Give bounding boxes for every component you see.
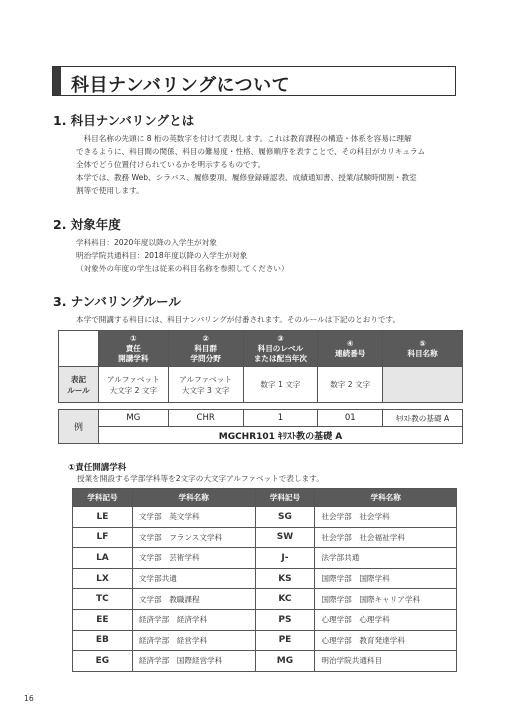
dept-name: 法学部共通 — [315, 548, 457, 569]
section1-line: 本学では、教務 Web、シラバス、履修要項、履修登録確認表、成績通知書、授業/試験時間割・教室 — [76, 173, 417, 182]
table-row — [73, 630, 457, 651]
dept-name: 文学部 英文学科 — [132, 507, 255, 528]
section3-intro: 本学で開講する科目には、科目ナンバリングが付番されます。そのルールは下記のとおりです。 — [76, 315, 401, 324]
section1-line: 割等で使用します。 — [76, 186, 144, 195]
header-line: 責任 — [125, 343, 141, 353]
table-row — [73, 507, 457, 528]
dept-code: SG — [255, 507, 315, 528]
header-number: ④ — [347, 338, 354, 348]
dept-name: 心理学部 教育発達学科 — [315, 630, 457, 651]
rule-header-5 — [383, 331, 463, 367]
section1-line: 科目名称の先頭に 8 桁の英数字を付けて表現します。これは教育課程の構造・体系を容易に理解 — [76, 134, 412, 143]
dept-heading: ①責任開講学科 — [68, 463, 127, 473]
section3-heading: 3. ナンバリングルール — [53, 294, 181, 309]
dept-code: PS — [255, 609, 315, 630]
table-row — [73, 568, 457, 589]
table-row — [73, 609, 457, 630]
section2-heading: 2. 対象年度 — [53, 217, 121, 232]
header-number: ⑤ — [419, 338, 426, 348]
example-label: 例 — [59, 410, 99, 444]
dept-code: EE — [73, 609, 133, 630]
header-line: 連続番号 — [335, 348, 366, 358]
rule-cell-4: 数字 2 文字 — [318, 367, 383, 403]
example-table — [58, 409, 463, 444]
header-line: 科目群 — [194, 343, 217, 353]
dept-code: LF — [73, 527, 133, 548]
header-line: 開講学科 — [118, 353, 149, 363]
dept-name: 社会学部 社会学科 — [315, 507, 457, 528]
header-line: 科目名称 — [407, 348, 438, 358]
example-part-1: MG — [98, 410, 168, 427]
dept-name: 文学部 芸術学科 — [132, 548, 255, 569]
example-combined: MGCHR101 ｷﾘｽﾄ教の基礎 A — [98, 427, 462, 444]
table-row — [73, 589, 457, 610]
row-label-line: 表記 — [70, 374, 87, 384]
dept-code: LE — [73, 507, 133, 528]
dept-name: 国際学部 国際キャリア学科 — [315, 589, 457, 610]
rule-header-2 — [168, 331, 243, 367]
header-line: 学問分野 — [190, 353, 221, 363]
dept-code: LX — [73, 568, 133, 589]
dept-name: 文学部 フランス文学科 — [132, 527, 255, 548]
dept-code: EG — [73, 651, 133, 672]
dept-name: 明治学院共通科目 — [315, 651, 457, 672]
dept-name: 文学部 教職課程 — [132, 589, 255, 610]
page-number: 16 — [24, 694, 34, 703]
department-code-table — [72, 488, 457, 672]
section2-line: （対象外の年度の学生は従来の科目名称を参照してください） — [76, 264, 289, 273]
section2-line: 学科科目：2020年度以降の入学生が対象 — [76, 238, 217, 247]
dept-code: TC — [73, 589, 133, 610]
page-title: 科目ナンバリングについて — [71, 75, 291, 96]
header-number: ③ — [277, 333, 284, 343]
cell-line: アルファベット — [179, 374, 232, 384]
rule-corner-cell — [59, 331, 99, 367]
dept-name: 社会学部 社会福祉学科 — [315, 527, 457, 548]
dept-header-code: 学科記号 — [73, 489, 133, 507]
rule-header-3 — [243, 331, 318, 367]
dept-code: MG — [255, 651, 315, 672]
dept-name: 心理学部 心理学科 — [315, 609, 457, 630]
example-parts-row — [59, 410, 463, 427]
cell-line: アルファベット — [106, 374, 160, 384]
table-row — [73, 527, 457, 548]
page-title-box — [52, 66, 456, 96]
example-part-3: 1 — [243, 410, 318, 427]
header-line: または配当年次 — [253, 353, 307, 363]
header-number: ② — [202, 333, 209, 343]
dept-code: LA — [73, 548, 133, 569]
title-accent-bar — [53, 67, 61, 95]
cell-line: 大文字 2 文字 — [109, 385, 158, 395]
section1-heading: 1. 科目ナンバリングとは — [53, 113, 195, 128]
rule-row-label — [59, 367, 99, 403]
dept-header-row — [73, 489, 457, 507]
dept-name: 文学部共通 — [132, 568, 255, 589]
section2-body — [76, 236, 464, 275]
rule-header-row — [59, 331, 463, 367]
dept-name: 経済学部 経済学科 — [132, 609, 255, 630]
dept-name: 経済学部 国際経営学科 — [132, 651, 255, 672]
section1-line: 全体でどう位置付けられているかを明示するものです。 — [76, 160, 266, 169]
cell-line: 大文字 3 文字 — [181, 385, 230, 395]
section1-line: できるように、科目間の関係、科目の難易度・性格、履修順序を表すことで、その科目がカリキュラム — [76, 147, 426, 156]
dept-header-name: 学科名称 — [315, 489, 457, 507]
rule-cell-5 — [383, 367, 463, 403]
header-line: 科目のレベル — [257, 343, 304, 353]
example-combined-row — [59, 427, 463, 444]
header-number: ① — [130, 333, 137, 343]
dept-name: 経済学部 経営学科 — [132, 630, 255, 651]
rule-cell-3: 数字 1 文字 — [243, 367, 318, 403]
dept-name: 国際学部 国際学科 — [315, 568, 457, 589]
rule-header-1 — [98, 331, 168, 367]
numbering-rule-table — [58, 330, 463, 403]
rule-cell-2 — [168, 367, 243, 403]
rule-cell-1 — [98, 367, 168, 403]
dept-code: SW — [255, 527, 315, 548]
section1-body — [76, 132, 464, 197]
rule-body-row — [59, 367, 463, 403]
dept-code: KS — [255, 568, 315, 589]
dept-header-name: 学科名称 — [132, 489, 255, 507]
dept-header-code: 学科記号 — [255, 489, 315, 507]
section2-line: 明治学院共通科目：2018年度以降の入学生が対象 — [76, 251, 248, 260]
row-label-line: ルール — [67, 385, 90, 395]
table-row — [73, 651, 457, 672]
dept-code: EB — [73, 630, 133, 651]
rule-header-4 — [318, 331, 383, 367]
dept-code: KC — [255, 589, 315, 610]
dept-code: PE — [255, 630, 315, 651]
example-part-2: CHR — [168, 410, 243, 427]
dept-description: 授業を開設する学部学科等を2文字の大文字アルファベットで表します。 — [77, 474, 324, 483]
table-row — [73, 548, 457, 569]
example-part-5: ｷﾘｽﾄ教の基礎 A — [383, 410, 463, 427]
example-part-4: 01 — [318, 410, 383, 427]
dept-code: J- — [255, 548, 315, 569]
